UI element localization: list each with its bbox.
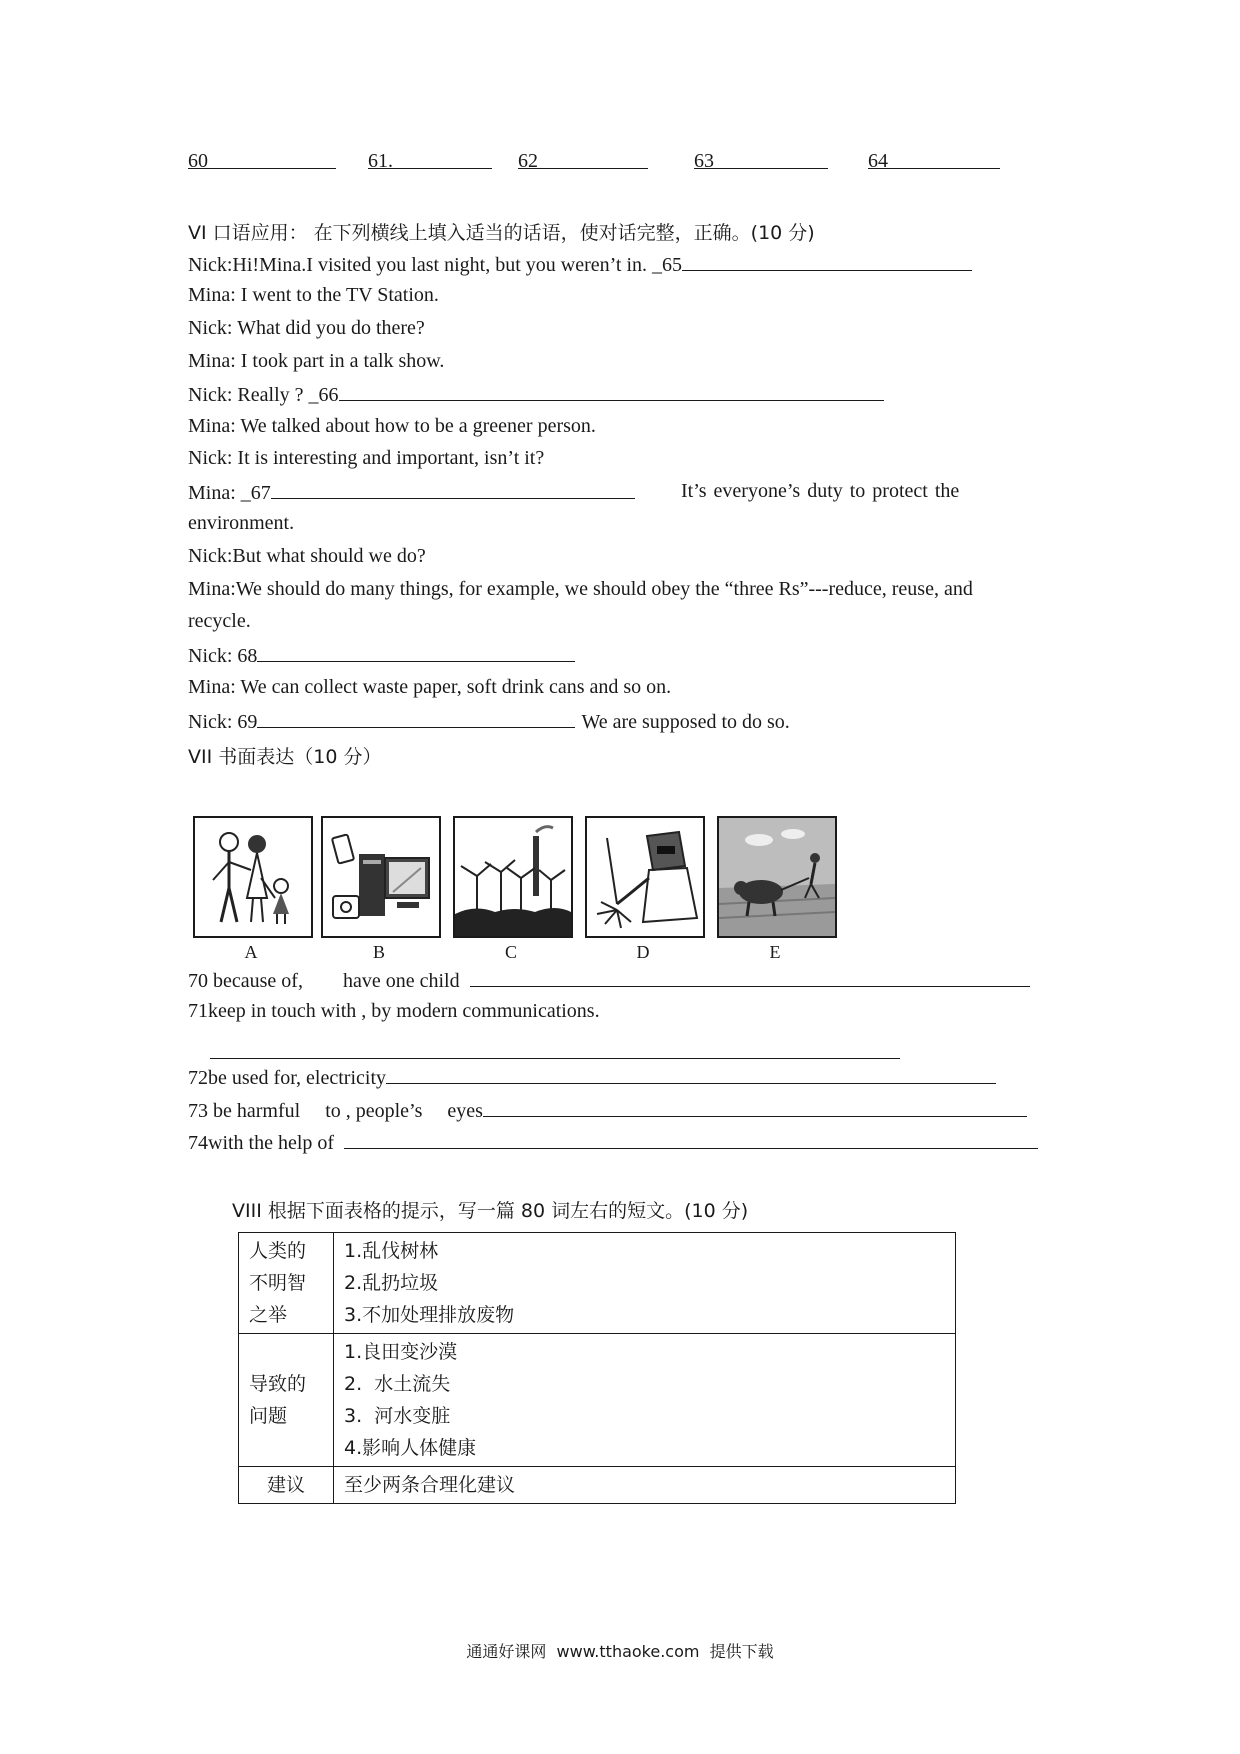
row-header: 人类的 不明智 之举 (239, 1233, 334, 1334)
answer-line-68[interactable] (257, 643, 575, 662)
picture-label-e: E (769, 942, 781, 962)
row-items (334, 1233, 956, 1334)
answer-line-66[interactable] (339, 382, 884, 401)
picture-label-c: C (504, 942, 517, 962)
answer-line-71[interactable] (210, 1040, 900, 1059)
writing-prompt-table (238, 1232, 956, 1504)
answer-line-72[interactable] (386, 1065, 996, 1084)
dialogue-line-1 (188, 252, 972, 277)
table-row (239, 1233, 956, 1334)
list-item: 1.乱伐树林 (344, 1240, 439, 1262)
dialogue-line-15 (188, 709, 790, 734)
row-header: 导致的 问题 (239, 1334, 334, 1467)
picture-strip (193, 816, 853, 976)
prompt-text: 74with the help of (188, 1132, 335, 1154)
table-row (239, 1334, 956, 1467)
picture-b (321, 816, 441, 938)
dialogue-line-7: Nick: It is interesting and important, isn’t it? (188, 447, 545, 469)
row-items (334, 1467, 956, 1504)
dialogue-text: Mina: _67 (188, 482, 271, 504)
list-item: 3. 河水变脏 (344, 1405, 451, 1427)
blank-61-number: 61. (368, 150, 393, 172)
picture-d (585, 816, 705, 938)
row-header: 建议 (239, 1467, 334, 1504)
ox-plough-icon (719, 818, 835, 936)
picture-label-a: A (244, 942, 258, 962)
dialogue-line-3: Nick: What did you do there? (188, 317, 425, 339)
prompt-text: 73 be harmful to , people’s eyes (188, 1100, 483, 1122)
prompt-70 (188, 968, 1030, 993)
table-row (239, 1467, 956, 1504)
dialogue-line-12: recycle. (188, 610, 251, 632)
answer-line-70[interactable] (470, 968, 1030, 987)
blank-62-number: 62 (518, 150, 538, 172)
prompt-72 (188, 1065, 996, 1090)
list-item: 2.乱扔垃圾 (344, 1272, 439, 1294)
blank-64-number: 64 (868, 150, 888, 172)
dialogue-line-11: Mina:We should do many things, for example, we should obey the “three Rs”---reduce, reuse, and (188, 578, 973, 600)
answer-line-74[interactable] (344, 1130, 1038, 1149)
family-icon (195, 818, 311, 936)
dialogue-line-6: Mina: We talked about how to be a greener person. (188, 415, 596, 437)
prompt-text: 72be used for, electricity (188, 1067, 387, 1089)
prompt-text: 70 because of, have one child (188, 970, 460, 992)
dialogue-line-10: Nick:But what should we do? (188, 545, 426, 567)
section7-heading: VII 书面表达（10 分） (188, 746, 382, 768)
list-item: 4.影响人体健康 (344, 1437, 477, 1459)
blank-64-line[interactable] (868, 150, 1000, 169)
dialogue-line-14: Mina: We can collect waste paper, soft drink cans and so on. (188, 676, 672, 698)
blank-60-line[interactable] (188, 150, 336, 169)
dialogue-text: Nick: 69 (188, 711, 258, 733)
answer-line-67[interactable] (271, 480, 635, 499)
dialogue-text: Nick:Hi!Mina.I visited you last night, but you weren’t in. _65 (188, 254, 683, 276)
list-item: 3.不加处理排放废物 (344, 1304, 515, 1326)
list-item: 1.良田变沙漠 (344, 1341, 458, 1363)
windmills-icon (455, 818, 571, 936)
dialogue-line-8-tail: It’s everyone’s duty to protect the (681, 480, 960, 502)
picture-label-b: B (372, 942, 385, 962)
prompt-71: 71keep in touch with , by modern communications. (188, 1000, 600, 1022)
dialogue-text: We are supposed to do so. (581, 711, 790, 733)
picture-label-d: D (636, 942, 650, 962)
blank-63-line[interactable] (694, 150, 828, 169)
row-items (334, 1334, 956, 1467)
dialogue-text: Nick: Really ? _66 (188, 384, 339, 406)
dialogue-line-5 (188, 382, 884, 407)
answer-line-71-wrap (210, 1040, 900, 1065)
dialogue-line-13 (188, 643, 575, 668)
section6-heading: VI 口语应用： 在下列横线上填入适当的话语，使对话完整，正确。(10 分) (188, 222, 815, 244)
dialogue-line-8 (188, 480, 635, 505)
section8-heading: VIII 根据下面表格的提示，写一篇 80 词左右的短文。(10 分) (232, 1200, 749, 1222)
dialogue-line-9: environment. (188, 512, 295, 534)
welder-icon (587, 818, 703, 936)
electronics-icon (323, 818, 439, 936)
list-item: 2. 水土流失 (344, 1373, 451, 1395)
blank-62-line[interactable] (518, 150, 648, 169)
answer-line-73[interactable] (483, 1098, 1027, 1117)
footer-credit: 通通好课网 www.tthaoke.com 提供下载 (466, 1642, 774, 1661)
blank-61-line[interactable] (368, 150, 492, 169)
prompt-74 (188, 1130, 1038, 1155)
answer-line-69[interactable] (257, 709, 575, 728)
picture-c (453, 816, 573, 938)
picture-e (717, 816, 837, 938)
dialogue-line-4: Mina: I took part in a talk show. (188, 350, 445, 372)
blank-60-number: 60 (188, 150, 208, 172)
blank-63-number: 63 (694, 150, 714, 172)
dialogue-line-2: Mina: I went to the TV Station. (188, 284, 439, 306)
dialogue-text: Nick: 68 (188, 645, 258, 667)
answer-line-65[interactable] (682, 252, 972, 271)
picture-a (193, 816, 313, 938)
list-item: 至少两条合理化建议 (344, 1474, 516, 1496)
prompt-73 (188, 1098, 1027, 1123)
